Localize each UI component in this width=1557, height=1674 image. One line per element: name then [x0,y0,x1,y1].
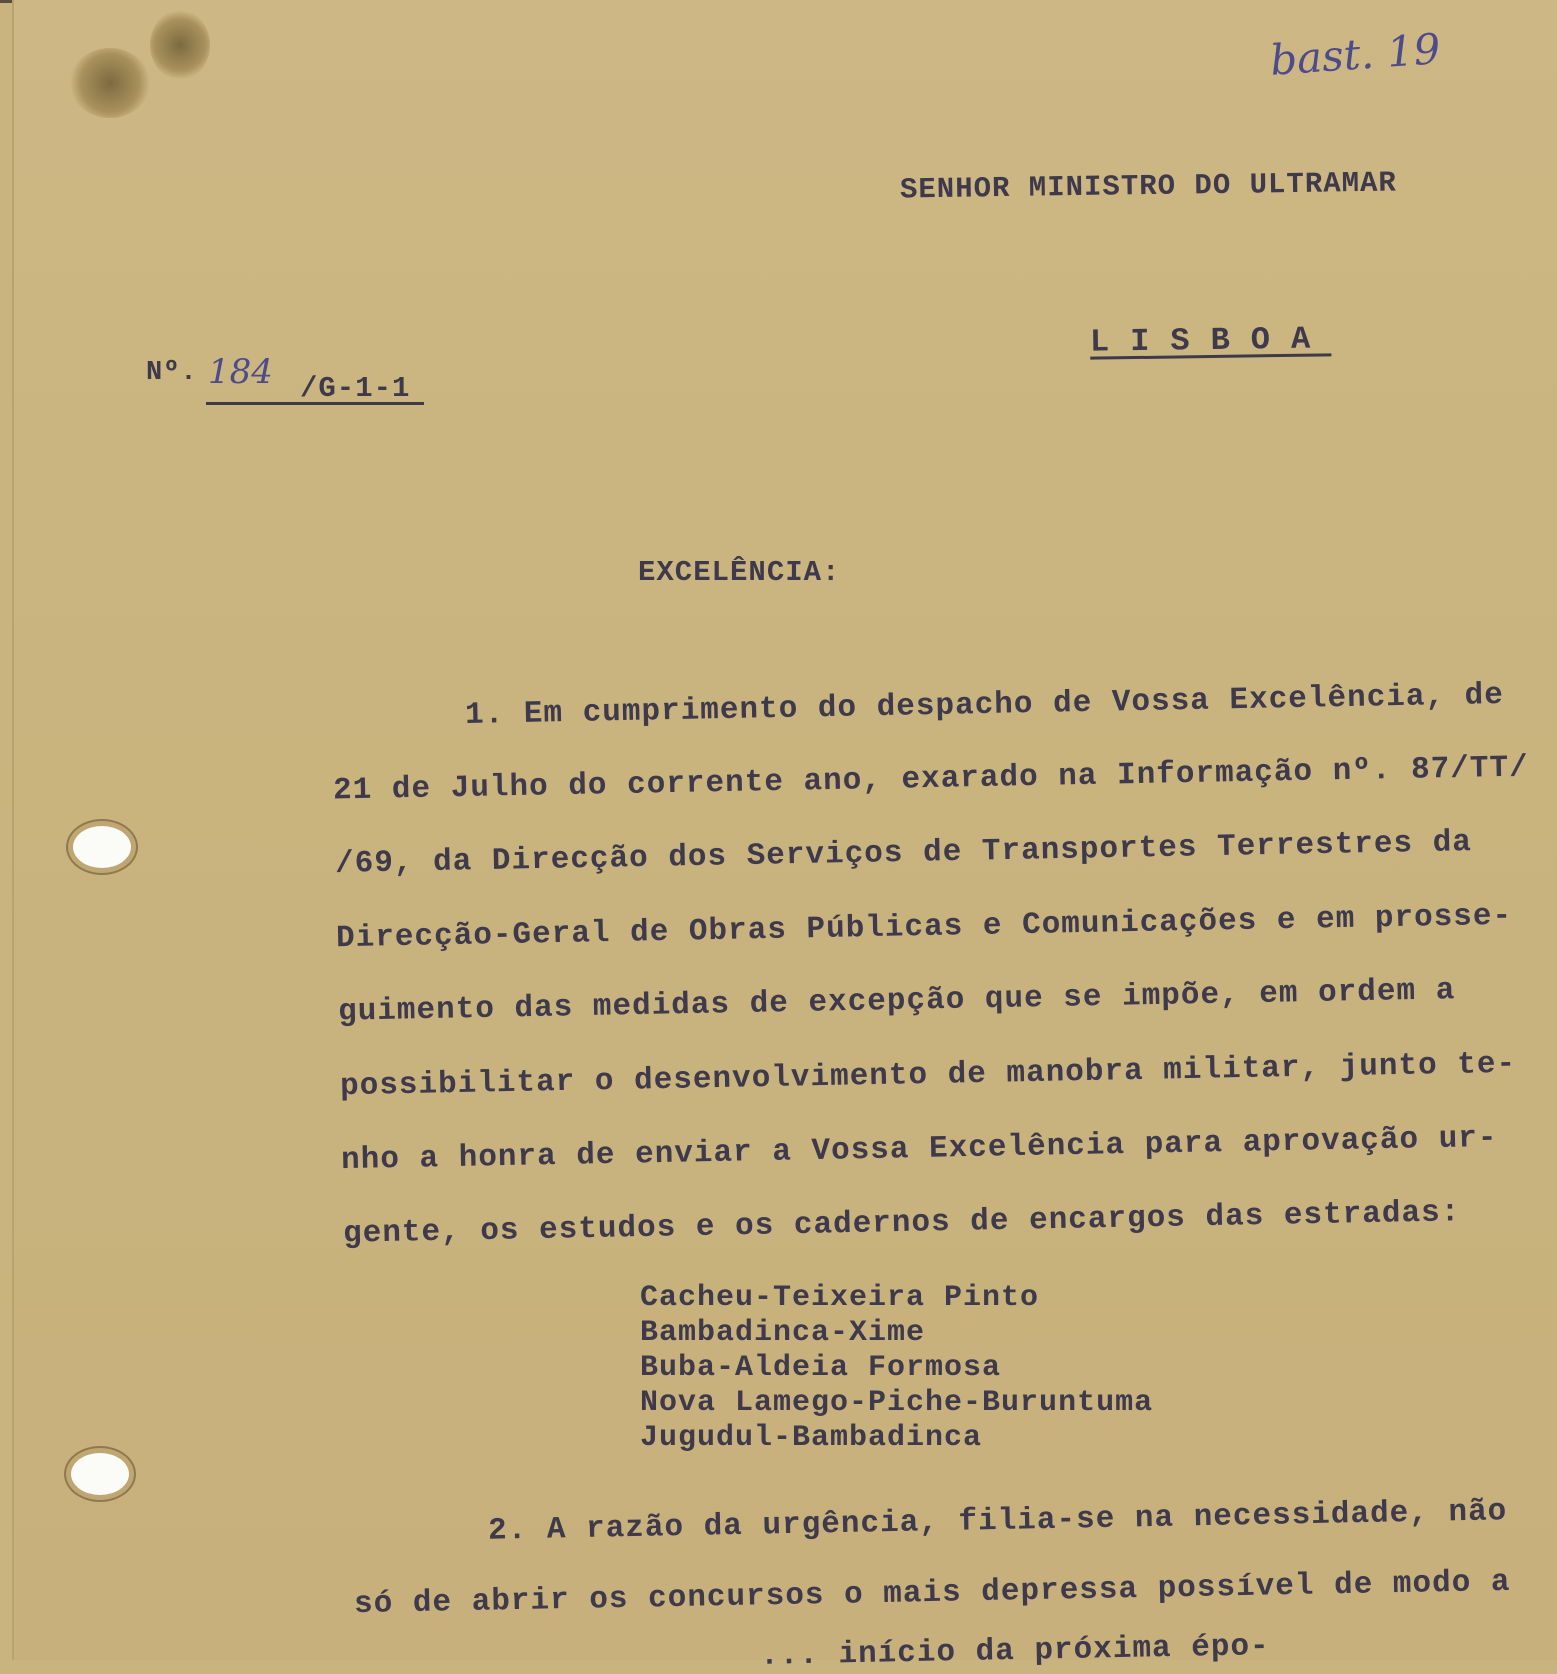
text-line: 1. Em cumprimento do despacho de Vossa Excelência, de [464,678,1505,733]
text-line: ... início da próxima épo- [759,1629,1270,1674]
burn-stain [150,10,210,80]
city: LISBOA [1089,320,1332,361]
burn-stain [70,48,150,118]
text-line: possibilitar o desenvolvimento de manobra militar, junto te- [339,1046,1517,1105]
route-item: Bambadinca-Xime [640,1316,926,1350]
text-line: nho a honra de enviar a Vossa Excelência para aprovação ur- [340,1120,1498,1179]
text-line: só de abrir os concursos o mais depressa possível de modo a [353,1564,1511,1623]
route-item: Cacheu-Teixeira Pinto [640,1281,1040,1315]
salutation: EXCELÊNCIA: [638,556,841,589]
text-line: 2. A razão da urgência, filia-se na necessidade, não [487,1494,1508,1549]
text-line: guimento das medidas de excepção que se impõe, em ordem a [337,973,1456,1030]
text-line: Direcção-Geral de Obras Públicas e Comunicações e em prosse- [335,898,1513,957]
route-item: Jugudul-Bambadinca [640,1421,983,1455]
text-line: gente, os estudos e os cadernos de encargos das estradas: [342,1195,1461,1252]
text-line: 21 de Julho do corrente ano, exarado na Informação nº. 87/TT/ [332,750,1530,809]
reference-code: /G-1-1 [300,372,411,405]
reference-prefix: Nº. [146,358,198,388]
punch-hole [73,826,131,868]
text-line: /69, da Direcção dos Serviços de Transportes Terrestres da [334,825,1473,882]
route-item: Nova Lamego-Piche-Buruntuma [640,1386,1154,1420]
reference-number: 184 [208,352,273,392]
reference [146,358,198,388]
route-item: Buba-Aldeia Formosa [640,1351,1002,1385]
handwritten-margin-note: bast. 19 [1268,24,1443,85]
punch-hole [71,1453,129,1495]
addressee: SENHOR MINISTRO DO ULTRAMAR [899,166,1398,207]
